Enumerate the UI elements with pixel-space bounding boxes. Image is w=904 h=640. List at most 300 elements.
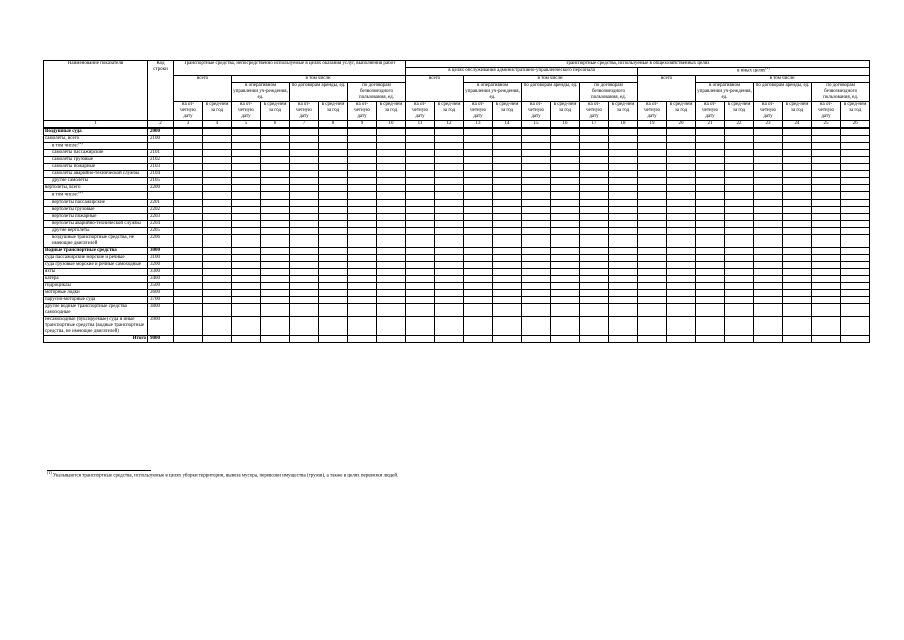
data-cell[interactable]: [319, 282, 348, 289]
data-cell[interactable]: [783, 335, 812, 342]
data-cell[interactable]: [580, 178, 609, 185]
data-cell[interactable]: [464, 268, 493, 275]
data-cell[interactable]: [667, 303, 696, 316]
data-cell[interactable]: [754, 247, 783, 254]
data-cell[interactable]: [319, 185, 348, 192]
data-cell[interactable]: [464, 220, 493, 227]
data-cell[interactable]: [841, 296, 870, 303]
data-cell[interactable]: [522, 261, 551, 268]
data-cell[interactable]: [638, 157, 667, 164]
data-cell[interactable]: [609, 185, 638, 192]
data-cell[interactable]: [725, 135, 754, 142]
data-cell[interactable]: [725, 227, 754, 234]
data-cell[interactable]: [261, 247, 290, 254]
data-cell[interactable]: [261, 171, 290, 178]
data-cell[interactable]: [580, 316, 609, 335]
data-cell[interactable]: [232, 254, 261, 261]
data-cell[interactable]: [522, 289, 551, 296]
data-cell[interactable]: [377, 185, 406, 192]
data-cell[interactable]: [609, 316, 638, 335]
data-cell[interactable]: [203, 268, 232, 275]
data-cell[interactable]: [754, 227, 783, 234]
data-cell[interactable]: [754, 206, 783, 213]
data-cell[interactable]: [696, 254, 725, 261]
data-cell[interactable]: [638, 254, 667, 261]
data-cell[interactable]: [551, 150, 580, 157]
data-cell[interactable]: [812, 206, 841, 213]
data-cell[interactable]: [290, 289, 319, 296]
data-cell[interactable]: [174, 178, 203, 185]
data-cell[interactable]: [638, 192, 667, 200]
data-cell[interactable]: [493, 335, 522, 342]
data-cell[interactable]: [638, 316, 667, 335]
data-cell[interactable]: [261, 316, 290, 335]
data-cell[interactable]: [609, 227, 638, 234]
data-cell[interactable]: [319, 178, 348, 185]
data-cell[interactable]: [174, 185, 203, 192]
data-cell[interactable]: [464, 164, 493, 171]
data-cell[interactable]: [754, 220, 783, 227]
data-cell[interactable]: [609, 164, 638, 171]
data-cell[interactable]: [377, 335, 406, 342]
data-cell[interactable]: [754, 303, 783, 316]
data-cell[interactable]: [406, 234, 435, 247]
data-cell[interactable]: [290, 261, 319, 268]
data-cell[interactable]: [841, 268, 870, 275]
data-cell[interactable]: [638, 220, 667, 227]
data-cell[interactable]: [261, 254, 290, 261]
data-cell[interactable]: [667, 268, 696, 275]
data-cell[interactable]: [377, 275, 406, 282]
data-cell[interactable]: [638, 335, 667, 342]
data-cell[interactable]: [435, 171, 464, 178]
data-cell[interactable]: [638, 289, 667, 296]
data-cell[interactable]: [493, 303, 522, 316]
data-cell[interactable]: [551, 185, 580, 192]
data-cell[interactable]: [203, 316, 232, 335]
data-cell[interactable]: [580, 157, 609, 164]
data-cell[interactable]: [609, 150, 638, 157]
data-cell[interactable]: [348, 213, 377, 220]
data-cell[interactable]: [261, 268, 290, 275]
data-cell[interactable]: [290, 227, 319, 234]
data-cell[interactable]: [493, 128, 522, 136]
data-cell[interactable]: [667, 164, 696, 171]
data-cell[interactable]: [783, 164, 812, 171]
data-cell[interactable]: [638, 296, 667, 303]
data-cell[interactable]: [609, 157, 638, 164]
data-cell[interactable]: [464, 261, 493, 268]
data-cell[interactable]: [522, 135, 551, 142]
data-cell[interactable]: [812, 164, 841, 171]
data-cell[interactable]: [725, 178, 754, 185]
data-cell[interactable]: [812, 157, 841, 164]
data-cell[interactable]: [203, 135, 232, 142]
data-cell[interactable]: [667, 199, 696, 206]
data-cell[interactable]: [522, 128, 551, 136]
data-cell[interactable]: [232, 206, 261, 213]
data-cell[interactable]: [551, 171, 580, 178]
data-cell[interactable]: [232, 164, 261, 171]
data-cell[interactable]: [696, 227, 725, 234]
data-cell[interactable]: [232, 220, 261, 227]
data-cell[interactable]: [319, 296, 348, 303]
data-cell[interactable]: [232, 247, 261, 254]
data-cell[interactable]: [435, 289, 464, 296]
data-cell[interactable]: [232, 289, 261, 296]
data-cell[interactable]: [812, 289, 841, 296]
data-cell[interactable]: [232, 261, 261, 268]
data-cell[interactable]: [319, 150, 348, 157]
data-cell[interactable]: [232, 296, 261, 303]
data-cell[interactable]: [464, 316, 493, 335]
data-cell[interactable]: [696, 178, 725, 185]
data-cell[interactable]: [348, 171, 377, 178]
data-cell[interactable]: [841, 335, 870, 342]
data-cell[interactable]: [638, 142, 667, 150]
data-cell[interactable]: [638, 227, 667, 234]
data-cell[interactable]: [348, 150, 377, 157]
data-cell[interactable]: [580, 192, 609, 200]
data-cell[interactable]: [377, 234, 406, 247]
data-cell[interactable]: [435, 220, 464, 227]
data-cell[interactable]: [754, 185, 783, 192]
data-cell[interactable]: [551, 227, 580, 234]
data-cell[interactable]: [609, 234, 638, 247]
data-cell[interactable]: [232, 335, 261, 342]
data-cell[interactable]: [638, 135, 667, 142]
data-cell[interactable]: [580, 142, 609, 150]
data-cell[interactable]: [464, 213, 493, 220]
data-cell[interactable]: [522, 282, 551, 289]
data-cell[interactable]: [464, 227, 493, 234]
data-cell[interactable]: [290, 178, 319, 185]
data-cell[interactable]: [348, 227, 377, 234]
data-cell[interactable]: [783, 142, 812, 150]
data-cell[interactable]: [638, 213, 667, 220]
data-cell[interactable]: [261, 135, 290, 142]
data-cell[interactable]: [261, 128, 290, 136]
data-cell[interactable]: [493, 192, 522, 200]
data-cell[interactable]: [783, 289, 812, 296]
data-cell[interactable]: [203, 171, 232, 178]
data-cell[interactable]: [783, 227, 812, 234]
data-cell[interactable]: [232, 185, 261, 192]
data-cell[interactable]: [522, 171, 551, 178]
data-cell[interactable]: [232, 199, 261, 206]
data-cell[interactable]: [783, 150, 812, 157]
data-cell[interactable]: [638, 261, 667, 268]
data-cell[interactable]: [754, 289, 783, 296]
data-cell[interactable]: [261, 275, 290, 282]
data-cell[interactable]: [348, 282, 377, 289]
data-cell[interactable]: [435, 275, 464, 282]
data-cell[interactable]: [290, 142, 319, 150]
data-cell[interactable]: [319, 128, 348, 136]
data-cell[interactable]: [406, 335, 435, 342]
data-cell[interactable]: [174, 157, 203, 164]
data-cell[interactable]: [696, 142, 725, 150]
data-cell[interactable]: [725, 192, 754, 200]
data-cell[interactable]: [841, 171, 870, 178]
data-cell[interactable]: [377, 199, 406, 206]
data-cell[interactable]: [290, 316, 319, 335]
data-cell[interactable]: [435, 247, 464, 254]
data-cell[interactable]: [435, 157, 464, 164]
data-cell[interactable]: [725, 213, 754, 220]
data-cell[interactable]: [754, 199, 783, 206]
data-cell[interactable]: [319, 261, 348, 268]
data-cell[interactable]: [609, 128, 638, 136]
data-cell[interactable]: [841, 192, 870, 200]
data-cell[interactable]: [522, 192, 551, 200]
data-cell[interactable]: [319, 135, 348, 142]
data-cell[interactable]: [377, 135, 406, 142]
data-cell[interactable]: [406, 227, 435, 234]
data-cell[interactable]: [464, 296, 493, 303]
data-cell[interactable]: [754, 164, 783, 171]
data-cell[interactable]: [522, 335, 551, 342]
data-cell[interactable]: [174, 261, 203, 268]
data-cell[interactable]: [580, 282, 609, 289]
data-cell[interactable]: [348, 199, 377, 206]
data-cell[interactable]: [435, 192, 464, 200]
data-cell[interactable]: [203, 185, 232, 192]
data-cell[interactable]: [551, 275, 580, 282]
data-cell[interactable]: [261, 142, 290, 150]
data-cell[interactable]: [696, 234, 725, 247]
data-cell[interactable]: [348, 247, 377, 254]
data-cell[interactable]: [464, 157, 493, 164]
data-cell[interactable]: [725, 247, 754, 254]
data-cell[interactable]: [783, 296, 812, 303]
data-cell[interactable]: [667, 142, 696, 150]
data-cell[interactable]: [493, 220, 522, 227]
data-cell[interactable]: [696, 220, 725, 227]
data-cell[interactable]: [348, 192, 377, 200]
data-cell[interactable]: [493, 254, 522, 261]
data-cell[interactable]: [493, 206, 522, 213]
data-cell[interactable]: [754, 178, 783, 185]
data-cell[interactable]: [812, 296, 841, 303]
data-cell[interactable]: [783, 275, 812, 282]
data-cell[interactable]: [667, 206, 696, 213]
data-cell[interactable]: [493, 247, 522, 254]
data-cell[interactable]: [348, 135, 377, 142]
data-cell[interactable]: [580, 128, 609, 136]
data-cell[interactable]: [464, 178, 493, 185]
data-cell[interactable]: [754, 171, 783, 178]
data-cell[interactable]: [203, 254, 232, 261]
data-cell[interactable]: [754, 296, 783, 303]
data-cell[interactable]: [406, 157, 435, 164]
data-cell[interactable]: [174, 206, 203, 213]
data-cell[interactable]: [783, 213, 812, 220]
data-cell[interactable]: [203, 275, 232, 282]
data-cell[interactable]: [174, 220, 203, 227]
data-cell[interactable]: [841, 135, 870, 142]
data-cell[interactable]: [377, 157, 406, 164]
data-cell[interactable]: [783, 303, 812, 316]
data-cell[interactable]: [754, 282, 783, 289]
data-cell[interactable]: [841, 142, 870, 150]
data-cell[interactable]: [493, 171, 522, 178]
data-cell[interactable]: [841, 185, 870, 192]
data-cell[interactable]: [783, 185, 812, 192]
data-cell[interactable]: [290, 164, 319, 171]
data-cell[interactable]: [348, 316, 377, 335]
data-cell[interactable]: [638, 282, 667, 289]
data-cell[interactable]: [783, 199, 812, 206]
data-cell[interactable]: [725, 157, 754, 164]
data-cell[interactable]: [377, 150, 406, 157]
data-cell[interactable]: [348, 254, 377, 261]
data-cell[interactable]: [667, 178, 696, 185]
data-cell[interactable]: [609, 289, 638, 296]
data-cell[interactable]: [348, 261, 377, 268]
data-cell[interactable]: [696, 164, 725, 171]
data-cell[interactable]: [580, 164, 609, 171]
data-cell[interactable]: [696, 199, 725, 206]
data-cell[interactable]: [406, 206, 435, 213]
data-cell[interactable]: [696, 303, 725, 316]
data-cell[interactable]: [551, 220, 580, 227]
data-cell[interactable]: [667, 171, 696, 178]
data-cell[interactable]: [261, 227, 290, 234]
data-cell[interactable]: [667, 296, 696, 303]
data-cell[interactable]: [812, 185, 841, 192]
data-cell[interactable]: [261, 178, 290, 185]
data-cell[interactable]: [812, 268, 841, 275]
data-cell[interactable]: [638, 268, 667, 275]
data-cell[interactable]: [261, 220, 290, 227]
data-cell[interactable]: [435, 150, 464, 157]
data-cell[interactable]: [174, 316, 203, 335]
data-cell[interactable]: [638, 185, 667, 192]
data-cell[interactable]: [174, 227, 203, 234]
data-cell[interactable]: [406, 303, 435, 316]
data-cell[interactable]: [551, 247, 580, 254]
data-cell[interactable]: [377, 192, 406, 200]
data-cell[interactable]: [348, 296, 377, 303]
data-cell[interactable]: [696, 275, 725, 282]
data-cell[interactable]: [551, 296, 580, 303]
data-cell[interactable]: [435, 282, 464, 289]
data-cell[interactable]: [435, 206, 464, 213]
data-cell[interactable]: [551, 303, 580, 316]
data-cell[interactable]: [841, 128, 870, 136]
data-cell[interactable]: [493, 164, 522, 171]
data-cell[interactable]: [551, 234, 580, 247]
data-cell[interactable]: [841, 227, 870, 234]
data-cell[interactable]: [348, 234, 377, 247]
data-cell[interactable]: [522, 234, 551, 247]
data-cell[interactable]: [464, 171, 493, 178]
data-cell[interactable]: [638, 199, 667, 206]
data-cell[interactable]: [406, 220, 435, 227]
data-cell[interactable]: [377, 303, 406, 316]
data-cell[interactable]: [841, 199, 870, 206]
data-cell[interactable]: [841, 282, 870, 289]
data-cell[interactable]: [261, 164, 290, 171]
data-cell[interactable]: [609, 206, 638, 213]
data-cell[interactable]: [725, 282, 754, 289]
data-cell[interactable]: [290, 234, 319, 247]
data-cell[interactable]: [522, 206, 551, 213]
data-cell[interactable]: [638, 206, 667, 213]
data-cell[interactable]: [232, 275, 261, 282]
data-cell[interactable]: [319, 171, 348, 178]
data-cell[interactable]: [522, 178, 551, 185]
data-cell[interactable]: [725, 185, 754, 192]
data-cell[interactable]: [551, 335, 580, 342]
data-cell[interactable]: [174, 213, 203, 220]
data-cell[interactable]: [841, 164, 870, 171]
data-cell[interactable]: [522, 227, 551, 234]
data-cell[interactable]: [696, 268, 725, 275]
data-cell[interactable]: [725, 275, 754, 282]
data-cell[interactable]: [435, 164, 464, 171]
data-cell[interactable]: [754, 268, 783, 275]
data-cell[interactable]: [754, 213, 783, 220]
data-cell[interactable]: [406, 192, 435, 200]
data-cell[interactable]: [377, 220, 406, 227]
data-cell[interactable]: [551, 128, 580, 136]
data-cell[interactable]: [551, 192, 580, 200]
data-cell[interactable]: [406, 296, 435, 303]
data-cell[interactable]: [174, 234, 203, 247]
data-cell[interactable]: [435, 316, 464, 335]
data-cell[interactable]: [406, 213, 435, 220]
data-cell[interactable]: [435, 142, 464, 150]
data-cell[interactable]: [377, 254, 406, 261]
data-cell[interactable]: [551, 157, 580, 164]
data-cell[interactable]: [319, 157, 348, 164]
data-cell[interactable]: [522, 268, 551, 275]
data-cell[interactable]: [783, 192, 812, 200]
data-cell[interactable]: [754, 275, 783, 282]
data-cell[interactable]: [435, 268, 464, 275]
data-cell[interactable]: [522, 303, 551, 316]
data-cell[interactable]: [609, 171, 638, 178]
data-cell[interactable]: [725, 254, 754, 261]
data-cell[interactable]: [783, 261, 812, 268]
data-cell[interactable]: [638, 171, 667, 178]
data-cell[interactable]: [464, 206, 493, 213]
data-cell[interactable]: [812, 171, 841, 178]
data-cell[interactable]: [290, 296, 319, 303]
data-cell[interactable]: [696, 157, 725, 164]
data-cell[interactable]: [493, 289, 522, 296]
data-cell[interactable]: [435, 199, 464, 206]
data-cell[interactable]: [319, 220, 348, 227]
data-cell[interactable]: [783, 135, 812, 142]
data-cell[interactable]: [290, 192, 319, 200]
data-cell[interactable]: [725, 199, 754, 206]
data-cell[interactable]: [348, 268, 377, 275]
data-cell[interactable]: [841, 150, 870, 157]
data-cell[interactable]: [319, 192, 348, 200]
data-cell[interactable]: [290, 220, 319, 227]
data-cell[interactable]: [551, 142, 580, 150]
data-cell[interactable]: [609, 178, 638, 185]
data-cell[interactable]: [754, 142, 783, 150]
data-cell[interactable]: [580, 289, 609, 296]
data-cell[interactable]: [609, 192, 638, 200]
data-cell[interactable]: [696, 135, 725, 142]
data-cell[interactable]: [174, 247, 203, 254]
data-cell[interactable]: [812, 254, 841, 261]
